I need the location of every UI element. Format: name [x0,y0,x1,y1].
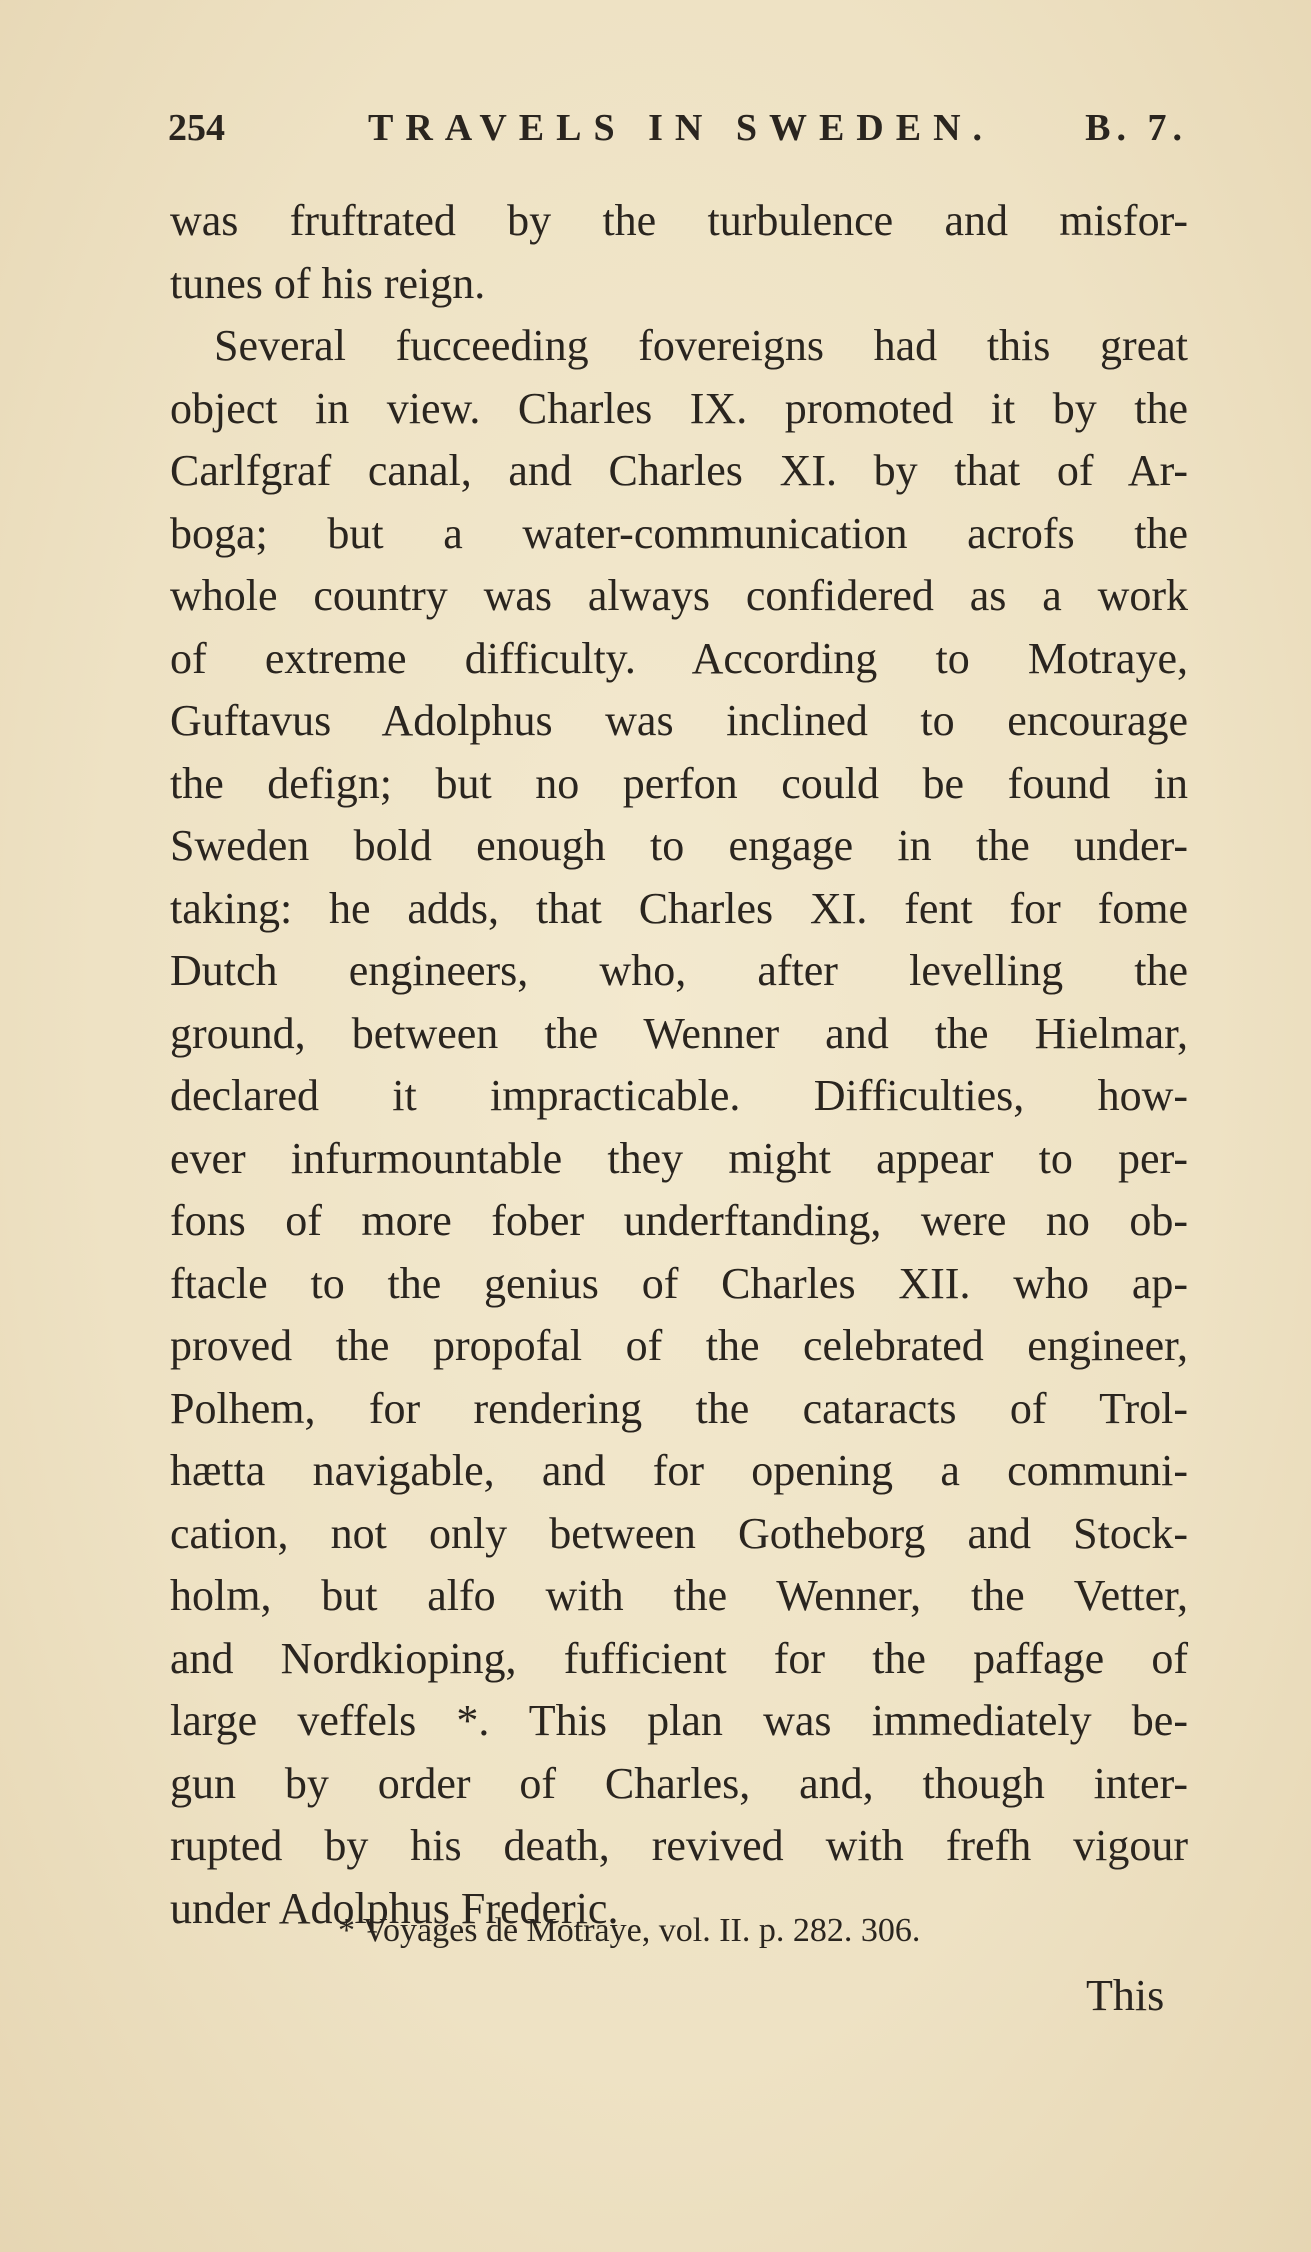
text-line: under Adolphus Frederic. [170,1883,619,1933]
text-line: ever infurmountable they might appear to per- [170,1133,1188,1183]
text-line: gun by order of Charles, and, though inter- [170,1758,1188,1808]
footnote: * Voyages de Motraye, vol. II. p. 282. 306. [338,1912,921,1949]
body-text [170,190,1188,1940]
section-marker: B. 7. [1085,107,1188,149]
text-line: Guftavus Adolphus was inclined to encourage [170,696,1188,745]
text-line: ground, between the Wenner and the Hielmar, [170,1008,1188,1058]
text-line: Polhem, for rendering the cataracts of Trol- [170,1383,1188,1433]
text-line: was fruftrated by the turbulence and misfor- [170,196,1188,245]
text-line: Dutch engineers, who, after levelling the [170,946,1188,995]
text-line: proved the propofal of the celebrated engineer, [170,1321,1188,1370]
text-line: boga; but a water-communication acrofs the [170,508,1188,558]
text-line: ftacle to the genius of Charles XII. who ap- [170,1258,1188,1308]
text-line: holm, but alfo with the Wenner, the Vetter, [170,1571,1188,1620]
text-line: of extreme difficulty. According to Motraye, [170,633,1188,683]
text-line: Carlfgraf canal, and Charles XI. by that of Ar- [170,446,1188,495]
text-line: declared it impracticable. Difficulties, how- [170,1071,1188,1120]
text-line: cation, not only between Gotheborg and Stock- [170,1508,1188,1558]
running-title: TRAVELS IN SWEDEN. [368,107,995,149]
text-line: Sweden bold enough to engage in the under- [170,821,1188,870]
text-line: and Nordkioping, fufficient for the paffage of [170,1633,1188,1683]
text-line: fons of more fober underftanding, were no ob- [170,1196,1188,1245]
catchword: This [1086,1971,1165,2020]
text-line: object in view. Charles IX. promoted it by the [170,383,1188,433]
text-line: tunes of his reign. [170,258,486,308]
text-line: hætta navigable, and for opening a communi- [170,1446,1188,1495]
text-line: rupted by his death, revived with frefh vigour [170,1821,1188,1870]
text-line: taking: he adds, that Charles XI. fent for fome [170,883,1188,933]
page-header [168,100,1188,160]
text-line: the defign; but no perfon could be found in [170,758,1188,808]
page-number: 254 [168,107,225,149]
text-line: large veffels *. This plan was immediately be- [170,1696,1188,1745]
text-line: Several fucceeding fovereigns had this great [214,321,1188,370]
text-line: whole country was always confidered as a work [170,571,1188,620]
